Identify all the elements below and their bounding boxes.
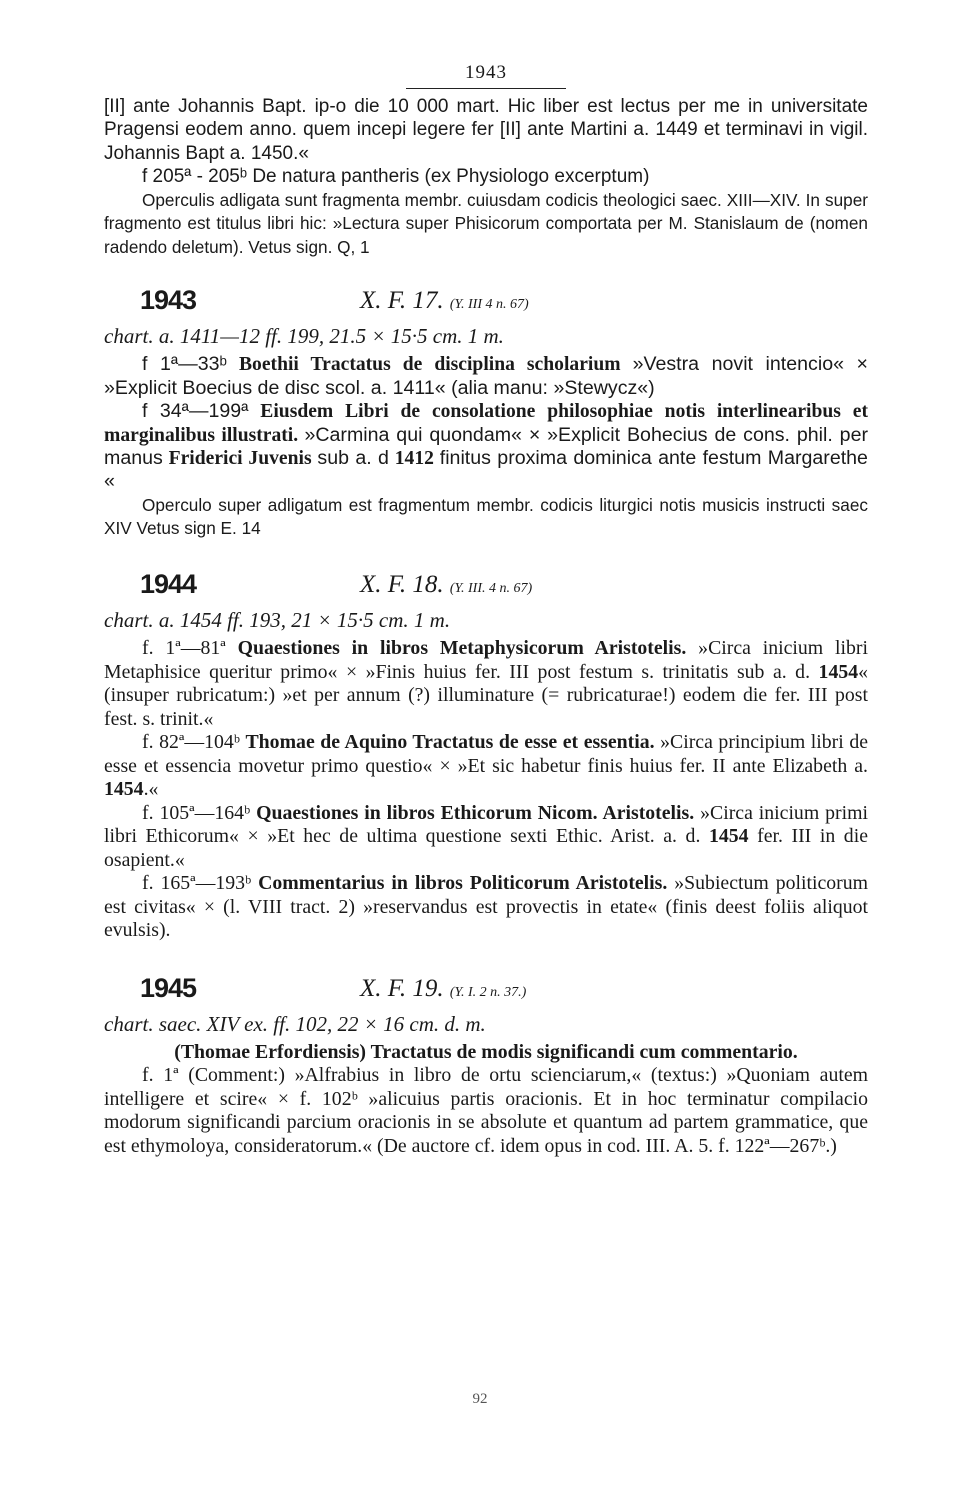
entry-1945 [104, 969, 868, 1159]
entry-1944 [104, 565, 868, 943]
content-item [104, 637, 868, 731]
signature-text: X. F. 19. [360, 974, 444, 1002]
running-head: 1943 [465, 62, 507, 83]
carryover-note: Operculis adligata sunt fragmenta membr. cuiusdam codicis theologici saec. XIII—XIV. In super fragmento est titulus libri hic: »Lectura super Phisicorum comportata per M. Stanislaum de (nomen radendo deletum). Vetus sign. Q, 1 [104, 189, 868, 257]
incipit-explicit: »Subiectum politicorum est civitas« × (l. VIII tract. 2) »reservandus est provectis in etate« (finis deest foliis aliquot evulsis). [104, 872, 868, 942]
old-signature: (Y. III 4 n. 67) [449, 297, 529, 313]
explicit-text: sub a. d [317, 447, 389, 470]
content-item [104, 400, 868, 494]
folio-range: f 1ª—33ᵇ [142, 353, 227, 376]
work-title: Boethii Tractatus de disciplina scholarium [238, 354, 621, 376]
explicit-text: « (insuper rubricatum:) »et per annum (?) illuminature (= rubricaturae!) eodem die fer. III post fest. s. trinit.« [104, 660, 868, 730]
physical-description: chart. saec. XIV ex. ff. 102, 22 × 16 cm. d. m. [104, 1011, 486, 1036]
incipit-explicit: (Comment:) »Alfrabius in libro de ortu scienciarum,« (textus:) »Quoniam autem intelligere et scire« × f. 102ᵇ »alicuius partis oracionis. Et in hoc terminatur compilacio modorum significandi parcium oracionis in se absolute et quantum ad partem grammatice, que est ethymoloya, consideratorum.« (De auctore cf. idem opus in cod. III. A. 5. f. 122ª—267ᵇ.) [104, 1064, 869, 1157]
content-item [104, 802, 868, 873]
shelf-signature [360, 287, 529, 315]
shelf-signature [360, 975, 526, 1003]
folio-range: f. 82ª—104ᵇ [142, 731, 240, 754]
work-title: Quaestiones in libros Metaphysicorum Aristotelis. [237, 637, 687, 660]
folio-range: f. 165ª—193ᵇ [142, 872, 252, 895]
physical-description: chart. a. 1454 ff. 193, 21 × 15·5 cm. 1 m. [104, 608, 451, 633]
work-title: Thomae de Aquino Tractatus de esse et essentia. [245, 731, 655, 754]
page-number: 92 [472, 1391, 488, 1407]
entry-header [104, 969, 868, 1011]
physical-description: chart. a. 1411—12 ff. 199, 21.5 × 15·5 cm. 1 m. [104, 324, 504, 349]
folio-range: f. 1ª [142, 1064, 179, 1087]
incipit-explicit: »Circa inicium primi libri Ethicorum« × »Et hec de ultima questione sexti Ethic. Arist. a. d. [104, 801, 868, 848]
folio-range: f. 105ª—164ᵇ [142, 801, 251, 824]
content-item [104, 872, 868, 943]
entry-number: 1944 [140, 569, 197, 600]
entry-1943 [104, 281, 868, 541]
year: 1454 [708, 825, 749, 848]
incipit-explicit: »Carmina qui quondam« × »Explicit Bohecius de cons. phil. per manus [104, 423, 868, 470]
incipit-explicit: »Circa principium libri de esse et essencia movetur primo questio« × »Et sic habetur finis huius fer. II ante Elizabeth a. [104, 731, 868, 777]
entry-number: 1943 [140, 285, 197, 316]
catalogue-page [104, 62, 868, 1158]
work-title [104, 1041, 868, 1065]
year: 1454 [104, 778, 144, 801]
year: 1454 [818, 660, 859, 683]
content-item [104, 353, 868, 400]
year: 1412 [394, 448, 434, 470]
folio-range: f. 1ª—81ª [142, 637, 226, 660]
explicit-text: finitus proxima dominica ante festum Margarethe « [104, 447, 868, 493]
signature-text: X. F. 18. [360, 571, 444, 599]
entry-header [104, 281, 868, 323]
work-title: Quaestiones in libros Ethicorum Nicom. Aristotelis. [256, 801, 695, 824]
scribe-name: Friderici Juvenis [168, 448, 312, 470]
work-title: Eiusdem Libri de consolatione philosophiae notis interlinearibus et marginalibus illustrati. [104, 401, 868, 446]
incipit-explicit: »Vestra novit intencio« × »Explicit Boecius de disc scol. a. 1411« (alia manu: »Stewycz«) [104, 353, 868, 399]
entry-number: 1945 [140, 972, 197, 1003]
explicit-text: .« [143, 778, 159, 801]
explicit-text: fer. III in die osapient.« [104, 825, 868, 871]
entry-header [104, 565, 868, 607]
carryover-paragraph: [II] ante Johannis Bapt. ip-o die 10 000 mart. Hic liber est lectus per me in universitate Pragensi eodem anno. quem incepi legere fer [II] ante Martini a. 1449 et terminavi in vigil. Johannis Bapt a. 1450.« [104, 96, 868, 164]
content-item [104, 1064, 868, 1158]
work-title: Commentarius in libros Politicorum Aristotelis. [258, 872, 668, 895]
work-title-text: (Thomae Erfordiensis) Tractatus de modis significandi cum commentario. [174, 1040, 798, 1063]
content-item [104, 731, 868, 802]
running-head-rule [406, 88, 566, 89]
carryover-block [104, 95, 868, 259]
binding-note: Operculo super adligatum est fragmentum membr. codicis liturgici notis musicis instructi saec XIV Vetus sign E. 14 [104, 494, 868, 539]
old-signature: (Y. III. 4 n. 67) [449, 581, 533, 597]
incipit-explicit: »Circa inicium libri Metaphisice queritur primo« × »Finis huius fer. III post festum s. trinitatis sub a. d. [104, 637, 868, 683]
signature-text: X. F. 17. [360, 287, 444, 315]
old-signature: (Y. I. 2 n. 37.) [449, 984, 527, 1000]
shelf-signature [360, 571, 532, 599]
folio-range: f 34ª—199ª [142, 400, 249, 423]
carryover-item: f 205ª - 205ᵇ De natura pantheris (ex Physiologo excerptum) [142, 166, 650, 188]
